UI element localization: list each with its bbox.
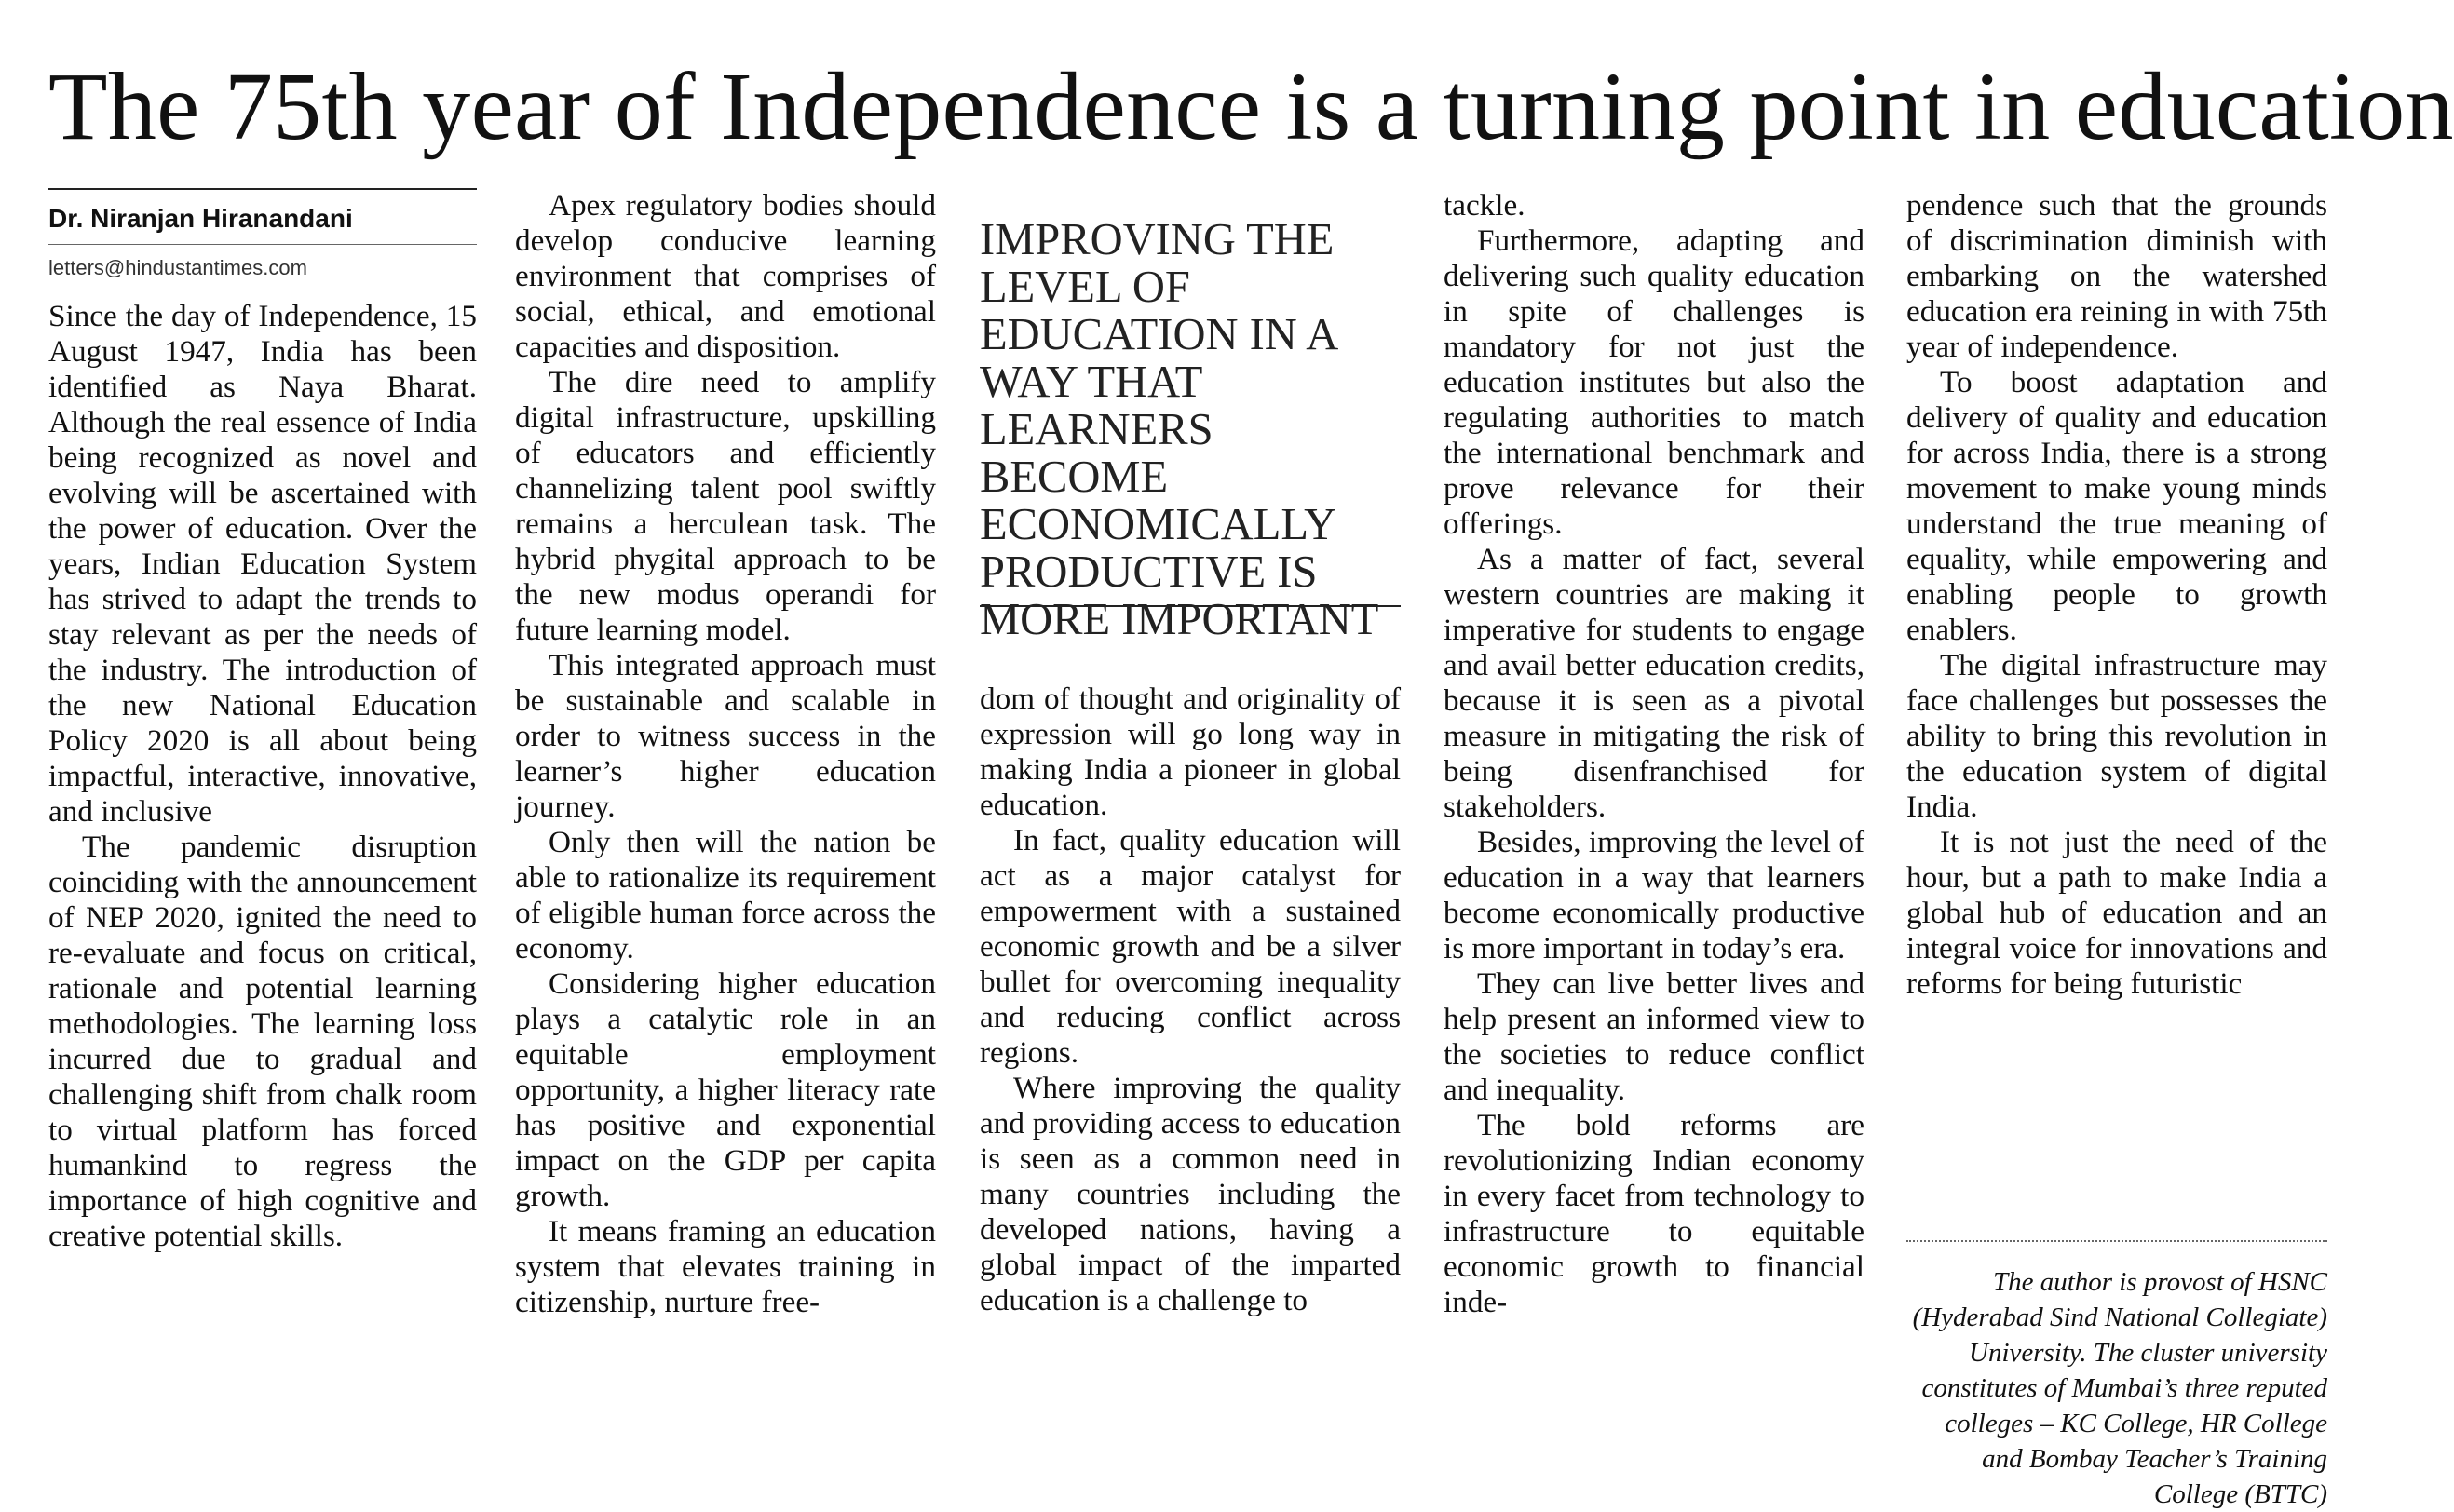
paragraph: The dire need to amplify digital infrastructure, upskilling of educators and efficiently channelizing talent pool swiftly remains a herculean task. The hybrid phygital approach to be the new modus operandi for future learning model.	[515, 365, 936, 647]
paragraph: They can live better lives and help present an informed view to the societies to reduce conflict and inequality.	[1444, 966, 1864, 1107]
paragraph: To boost adaptation and delivery of quality and education for across India, there is a strong movement to make young minds understand the true meaning of equality, while empowering and enabling people to growth enablers.	[1906, 365, 2327, 647]
article-column-1	[48, 188, 477, 1310]
paragraph: Since the day of Independence, 15 August 1947, India has been identified as Naya Bharat. Although the real essence of India being recognized as novel and evolving will be ascertained with the power of education. Over the years, Indian Education System has strived to adapt the trends to stay relevant as per the needs of the industry. The introduction of the new National Education Policy 2020 is all about being impactful, interactive, innovative, and inclusive	[48, 298, 477, 829]
paragraph: The digital infrastructure may face challenges but possesses the ability to bring this revolution in the education system of digital India.	[1906, 648, 2327, 824]
paragraph: This integrated approach must be sustainable and scalable in order to witness success in the learner’s higher education journey.	[515, 648, 936, 824]
paragraph: It means framing an education system that elevates training in citizenship, nurture free-	[515, 1214, 936, 1319]
paragraph: Considering higher education plays a catalytic role in an equitable employment opportunity, a higher literacy rate has positive and exponential impact on the GDP per capita growth.	[515, 966, 936, 1213]
paragraph: It is not just the need of the hour, but a path to make India a global hub of education and an integral voice for innovations and reforms for being futuristic	[1906, 825, 2327, 1001]
paragraph: Furthermore, adapting and delivering such quality education in spite of challenges is mandatory for not just the education institutes but also the regulating authorities to match the international benchmark and prove relevance for their offerings.	[1444, 223, 1864, 541]
article-column-2	[515, 188, 936, 1319]
paragraph: Where improving the quality and providing access to education is seen as a common need in many countries including the developed nations, having a global impact of the imparted education is a challenge to	[980, 1071, 1401, 1317]
paragraph: In fact, quality education will act as a major catalyst for empowerment with a sustained economic growth and be a silver bullet for overcoming inequality and reducing conflict across regions.	[980, 823, 1401, 1070]
paragraph: As a matter of fact, several western countries are making it imperative for students to engage and avail better education credits, because it is seen as a pivotal measure in mitigating the risk of being disenfranchised for stakeholders.	[1444, 542, 1864, 824]
paragraph: The bold reforms are revolutionizing Indian economy in every facet from technology to infrastructure to equitable economic growth to financial inde-	[1444, 1108, 1864, 1319]
paragraph-continuation: pendence such that the grounds of discrimination diminish with embarking on the watershed education era reining in with 75th year of independence.	[1906, 188, 2327, 364]
headline: The 75th year of Independence is a turning point in education	[48, 53, 2454, 160]
author-name: Dr. Niranjan Hiranandani	[48, 190, 477, 245]
article-column-5	[1906, 188, 2327, 1509]
paragraph-continuation: dom of thought and originality of expression will go long way in making India a pioneer in global education.	[980, 682, 1401, 822]
author-email[interactable]: letters@hindustantimes.com	[48, 255, 307, 279]
author-note: The author is provost of HSNC (Hyderabad Sind National Collegiate) University. The cluster university constitutes of Mumbai’s three reputed colleges – KC College, HR College and Bombay Teacher’s Training College (BTTC)	[1906, 1240, 2327, 1512]
paragraph: The pandemic disruption coinciding with the announcement of NEP 2020, ignited the need to re-evaluate and focus on critical, rationale and potential learning methodologies. The learning loss incurred due to gradual and challenging shift from chalk room to virtual platform has forced humankind to regress the importance of high cognitive and creative potential skills.	[48, 829, 477, 1253]
article-column-3	[980, 188, 1401, 1317]
paragraph: Apex regulatory bodies should develop conducive learning environment that comprises of social, ethical, and emotional capacities and disposition.	[515, 188, 936, 364]
article-column-4	[1444, 188, 1864, 1319]
pull-quote: IMPROVING THE LEVEL OF EDUCATION IN A WAY THAT LEARNERS BECOME ECONOMICALLY PRODUCTIVE IS MORE IMPORTANT	[980, 188, 1401, 607]
paragraph: Only then will the nation be able to rationalize its requirement of eligible human force across the economy.	[515, 825, 936, 965]
paragraph-continuation: tackle.	[1444, 188, 1525, 223]
byline	[48, 188, 477, 290]
paragraph: Besides, improving the level of education in a way that learners become economically productive is more important in today’s era.	[1444, 825, 1864, 965]
